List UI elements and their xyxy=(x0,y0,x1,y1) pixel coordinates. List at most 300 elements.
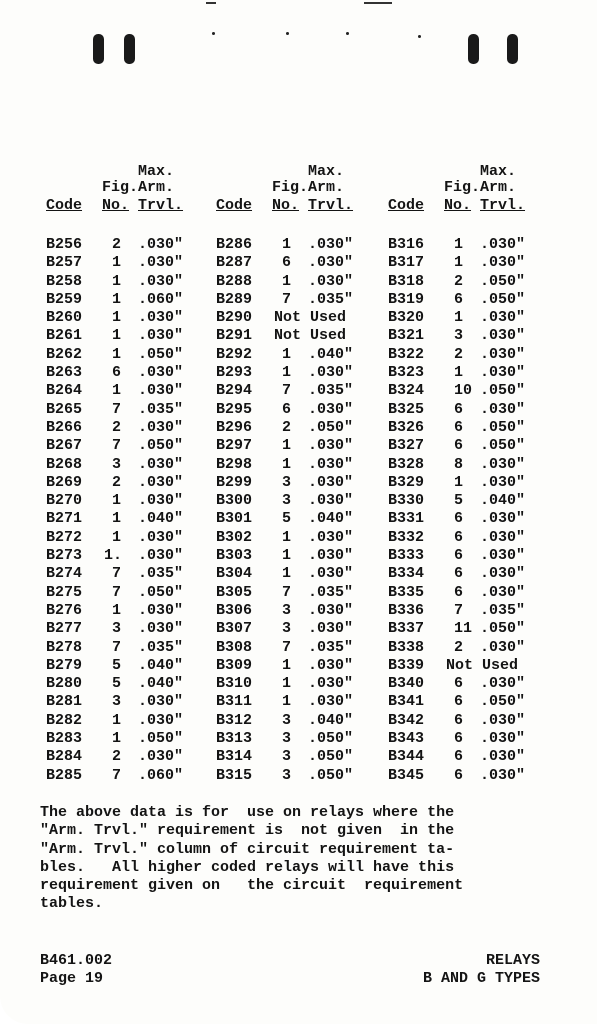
table-row xyxy=(216,565,388,583)
max-arm-travel: .050" xyxy=(480,418,526,436)
relay-code: B262 xyxy=(46,345,83,363)
table-row xyxy=(216,639,388,657)
table-row xyxy=(46,767,218,785)
max-arm-travel: .050" xyxy=(480,437,526,455)
table-row xyxy=(216,273,388,291)
relay-code: B317 xyxy=(388,254,425,272)
fig-number: 6 xyxy=(454,437,464,455)
table-row xyxy=(388,657,560,675)
max-arm-travel: .030" xyxy=(480,400,526,418)
fig-number: 5 xyxy=(112,656,122,674)
fig-number: 3 xyxy=(282,748,292,766)
table-row xyxy=(46,346,218,364)
relay-code: B303 xyxy=(216,547,253,565)
fig-label: Fig. xyxy=(272,179,309,196)
max-arm-travel: .030" xyxy=(138,748,184,766)
fig-number: 1 xyxy=(112,254,122,272)
fig-number: 1 xyxy=(112,309,122,327)
table-row xyxy=(46,620,218,638)
max-arm-travel: .030" xyxy=(308,547,354,565)
table-row xyxy=(388,254,560,272)
max-arm-travel: .030" xyxy=(138,473,184,491)
relay-code: B288 xyxy=(216,272,253,290)
fig-number: 2 xyxy=(112,748,122,766)
max-arm-travel: .050" xyxy=(480,620,526,638)
top-edge-mark xyxy=(206,2,216,4)
relay-code: B341 xyxy=(388,693,425,711)
table-row xyxy=(388,675,560,693)
relay-code: B265 xyxy=(46,400,83,418)
column-header xyxy=(388,164,560,228)
relay-code: B328 xyxy=(388,455,425,473)
max-arm-travel: .030" xyxy=(480,638,526,656)
max-arm-travel: .035" xyxy=(308,583,354,601)
fig-number: 3 xyxy=(112,620,122,638)
fig-number: 2 xyxy=(112,473,122,491)
fig-number: 1 xyxy=(112,492,122,510)
arm-label: Arm. xyxy=(138,179,175,196)
max-arm-travel: .035" xyxy=(138,638,184,656)
table-row xyxy=(46,510,218,528)
max-arm-travel: .030" xyxy=(138,327,184,345)
max-arm-travel: .030" xyxy=(138,601,184,619)
note-line: tables. xyxy=(40,895,104,913)
table-row xyxy=(216,456,388,474)
relay-code: B261 xyxy=(46,327,83,345)
max-arm-travel: .040" xyxy=(480,492,526,510)
note-line: requirement given on the circuit requirement xyxy=(40,877,464,895)
max-arm-travel: .050" xyxy=(138,437,184,455)
fig-label: Fig. xyxy=(102,179,139,196)
max-arm-travel: .030" xyxy=(480,766,526,784)
max-arm-travel: .030" xyxy=(138,272,184,290)
max-arm-travel: .050" xyxy=(308,730,354,748)
max-arm-travel: .030" xyxy=(138,364,184,382)
table-row xyxy=(388,327,560,345)
fig-number: 1 xyxy=(112,711,122,729)
table-row xyxy=(388,639,560,657)
max-arm-travel: .030" xyxy=(138,547,184,565)
max-arm-travel: .040" xyxy=(308,510,354,528)
relay-code: B313 xyxy=(216,730,253,748)
fig-number: 1 xyxy=(454,254,464,272)
not-used-note: Not Used xyxy=(274,327,347,345)
max-arm-travel: .050" xyxy=(138,345,184,363)
trvl-header: Trvl. xyxy=(308,197,354,214)
table-group-3 xyxy=(388,163,560,784)
table-row xyxy=(216,602,388,620)
table-row xyxy=(46,382,218,400)
max-arm-travel: .050" xyxy=(308,748,354,766)
relay-code: B298 xyxy=(216,455,253,473)
relay-code: B320 xyxy=(388,309,425,327)
relay-code: B293 xyxy=(216,364,253,382)
fig-number: 7 xyxy=(112,565,122,583)
binder-hole xyxy=(93,34,104,64)
not-used-note: Not Used xyxy=(274,309,347,327)
relay-code: B289 xyxy=(216,290,253,308)
max-arm-travel: .030" xyxy=(480,455,526,473)
fig-number: 7 xyxy=(454,601,464,619)
max-arm-travel: .030" xyxy=(480,748,526,766)
relay-code: B299 xyxy=(216,473,253,491)
arm-label: Arm. xyxy=(480,179,517,196)
relay-code: B258 xyxy=(46,272,83,290)
relay-code: B314 xyxy=(216,748,253,766)
max-arm-travel: .030" xyxy=(308,254,354,272)
note-line: "Arm. Trvl." column of circuit requirement ta- xyxy=(40,840,455,858)
relay-code: B307 xyxy=(216,620,253,638)
table-row xyxy=(46,456,218,474)
table-row xyxy=(388,712,560,730)
max-label: Max. xyxy=(138,163,175,180)
table-row xyxy=(46,730,218,748)
table-row xyxy=(216,547,388,565)
relay-code: B333 xyxy=(388,547,425,565)
fig-number: 1 xyxy=(282,272,292,290)
table-row xyxy=(216,364,388,382)
relay-code: B309 xyxy=(216,656,253,674)
table-row xyxy=(46,675,218,693)
table-row xyxy=(46,693,218,711)
max-arm-travel: .030" xyxy=(480,675,526,693)
relay-code: B326 xyxy=(388,418,425,436)
binder-hole xyxy=(124,34,135,64)
table-row xyxy=(46,437,218,455)
table-row xyxy=(388,767,560,785)
table-rows xyxy=(388,236,560,785)
table-row xyxy=(388,309,560,327)
relay-code: B296 xyxy=(216,418,253,436)
footer-right xyxy=(423,952,540,988)
fig-number: 1 xyxy=(282,656,292,674)
relay-code: B315 xyxy=(216,766,253,784)
max-arm-travel: .030" xyxy=(308,620,354,638)
column-header xyxy=(216,164,388,228)
max-arm-travel: .050" xyxy=(480,382,526,400)
fig-number: 1 xyxy=(282,455,292,473)
max-arm-travel: .030" xyxy=(308,492,354,510)
fig-number: 7 xyxy=(282,290,292,308)
no-header: No. xyxy=(102,197,130,214)
max-arm-travel: .030" xyxy=(138,309,184,327)
relay-code: B312 xyxy=(216,711,253,729)
relay-code: B329 xyxy=(388,473,425,491)
fig-number: 1 xyxy=(454,473,464,491)
table-row xyxy=(388,529,560,547)
relay-code: B276 xyxy=(46,601,83,619)
relay-code: B290 xyxy=(216,309,253,327)
footer-left xyxy=(40,952,112,988)
max-arm-travel: .050" xyxy=(308,418,354,436)
fig-number: 3 xyxy=(112,693,122,711)
fig-number: 1 xyxy=(112,730,122,748)
table-row xyxy=(216,401,388,419)
max-arm-travel: .050" xyxy=(138,730,184,748)
trvl-header: Trvl. xyxy=(138,197,184,214)
max-arm-travel: .030" xyxy=(138,620,184,638)
table-row xyxy=(388,492,560,510)
doc-subtitle: B AND G TYPES xyxy=(422,970,540,987)
max-arm-travel: .030" xyxy=(480,547,526,565)
fig-number: 6 xyxy=(282,254,292,272)
table-row xyxy=(388,584,560,602)
relay-code: B302 xyxy=(216,528,253,546)
fig-number: 7 xyxy=(112,400,122,418)
table-row xyxy=(46,419,218,437)
no-header: No. xyxy=(272,197,300,214)
fig-number: 1 xyxy=(282,345,292,363)
code-header: Code xyxy=(46,197,83,214)
max-arm-travel: .030" xyxy=(308,693,354,711)
max-arm-travel: .060" xyxy=(138,290,184,308)
max-arm-travel: .035" xyxy=(308,638,354,656)
relay-code: B324 xyxy=(388,382,425,400)
relay-code: B316 xyxy=(388,236,425,253)
relay-code: B300 xyxy=(216,492,253,510)
table-row xyxy=(216,419,388,437)
max-arm-travel: .030" xyxy=(308,272,354,290)
relay-code: B267 xyxy=(46,437,83,455)
fig-number: 7 xyxy=(112,638,122,656)
table-row xyxy=(216,529,388,547)
max-arm-travel: .035" xyxy=(138,400,184,418)
relay-code: B266 xyxy=(46,418,83,436)
binder-hole xyxy=(468,34,479,64)
max-arm-travel: .030" xyxy=(308,473,354,491)
note-line: "Arm. Trvl." requirement is not given in the xyxy=(40,822,455,840)
relay-code: B285 xyxy=(46,766,83,784)
relay-code: B340 xyxy=(388,675,425,693)
relay-code: B283 xyxy=(46,730,83,748)
max-arm-travel: .030" xyxy=(480,730,526,748)
max-arm-travel: .060" xyxy=(138,766,184,784)
table-row xyxy=(46,602,218,620)
table-row xyxy=(388,730,560,748)
fig-number: 6 xyxy=(454,547,464,565)
relay-code: B282 xyxy=(46,711,83,729)
table-row xyxy=(388,620,560,638)
relay-code: B343 xyxy=(388,730,425,748)
table-row xyxy=(46,273,218,291)
max-label: Max. xyxy=(480,163,517,180)
fig-number: 6 xyxy=(454,290,464,308)
table-row xyxy=(216,675,388,693)
table-row xyxy=(388,236,560,254)
not-used-note: Not Used xyxy=(446,656,519,674)
fig-number: 2 xyxy=(112,236,122,253)
max-arm-travel: .030" xyxy=(480,510,526,528)
fig-number: 1 xyxy=(112,528,122,546)
relay-code: B273 xyxy=(46,547,83,565)
max-arm-travel: .050" xyxy=(138,583,184,601)
max-arm-travel: .030" xyxy=(138,492,184,510)
fig-number: 6 xyxy=(454,565,464,583)
relay-code: B284 xyxy=(46,748,83,766)
relay-code: B291 xyxy=(216,327,253,345)
relay-code: B339 xyxy=(388,656,425,674)
table-row xyxy=(388,382,560,400)
max-arm-travel: .030" xyxy=(138,455,184,473)
fig-number: 1 xyxy=(112,510,122,528)
table-row xyxy=(46,584,218,602)
max-label: Max. xyxy=(308,163,345,180)
fig-number: 1 xyxy=(282,547,292,565)
fig-number: 2 xyxy=(112,418,122,436)
relay-code: B287 xyxy=(216,254,253,272)
fig-number: 1 xyxy=(112,290,122,308)
code-header: Code xyxy=(216,197,253,214)
table-row xyxy=(216,346,388,364)
table-row xyxy=(46,748,218,766)
relay-code: B345 xyxy=(388,766,425,784)
explanatory-note xyxy=(40,804,542,914)
fig-number: 1 xyxy=(112,601,122,619)
fig-number: 5 xyxy=(454,492,464,510)
table-row xyxy=(388,748,560,766)
fig-number: 7 xyxy=(112,583,122,601)
relay-code: B304 xyxy=(216,565,253,583)
relay-code: B268 xyxy=(46,455,83,473)
max-arm-travel: .030" xyxy=(138,418,184,436)
table-row xyxy=(46,492,218,510)
table-row xyxy=(216,693,388,711)
relay-code: B295 xyxy=(216,400,253,418)
max-arm-travel: .030" xyxy=(480,254,526,272)
fig-number: 1. xyxy=(104,547,123,565)
max-arm-travel: .030" xyxy=(480,309,526,327)
relay-code: B278 xyxy=(46,638,83,656)
fig-number: 10 xyxy=(453,382,472,400)
relay-code: B323 xyxy=(388,364,425,382)
table-row xyxy=(388,547,560,565)
table-row xyxy=(46,401,218,419)
max-arm-travel: .035" xyxy=(138,565,184,583)
max-arm-travel: .030" xyxy=(480,565,526,583)
table-row xyxy=(388,364,560,382)
relay-code: B277 xyxy=(46,620,83,638)
fig-number: 1 xyxy=(454,309,464,327)
fig-number: 11 xyxy=(453,620,472,638)
binder-holes xyxy=(0,34,597,70)
max-arm-travel: .030" xyxy=(480,711,526,729)
relay-code: B306 xyxy=(216,601,253,619)
note-line: bles. All higher coded relays will have this xyxy=(40,858,455,876)
relay-code: B272 xyxy=(46,528,83,546)
fig-number: 6 xyxy=(454,418,464,436)
max-arm-travel: .030" xyxy=(480,473,526,491)
table-row xyxy=(46,291,218,309)
max-arm-travel: .030" xyxy=(138,254,184,272)
table-row xyxy=(388,346,560,364)
relay-code: B257 xyxy=(46,254,83,272)
relay-code: B332 xyxy=(388,528,425,546)
table-row xyxy=(216,510,388,528)
relay-code: B336 xyxy=(388,601,425,619)
relay-code: B344 xyxy=(388,748,425,766)
code-header: Code xyxy=(388,197,425,214)
fig-number: 3 xyxy=(282,766,292,784)
fig-number: 2 xyxy=(454,345,464,363)
fig-number: 1 xyxy=(282,528,292,546)
doc-title: RELAYS xyxy=(485,952,540,969)
max-arm-travel: .030" xyxy=(480,345,526,363)
relay-code: B327 xyxy=(388,437,425,455)
table-row xyxy=(216,474,388,492)
relay-code: B311 xyxy=(216,693,253,711)
relay-code: B294 xyxy=(216,382,253,400)
table-group-1 xyxy=(46,163,218,784)
relay-code: B342 xyxy=(388,711,425,729)
relay-code: B286 xyxy=(216,236,253,253)
table-row xyxy=(388,602,560,620)
fig-number: 6 xyxy=(454,510,464,528)
table-row xyxy=(46,474,218,492)
table-row xyxy=(46,254,218,272)
table-row xyxy=(216,657,388,675)
fig-number: 1 xyxy=(112,382,122,400)
relay-code: B281 xyxy=(46,693,83,711)
relay-code: B256 xyxy=(46,236,83,253)
table-row xyxy=(216,767,388,785)
trvl-header: Trvl. xyxy=(480,197,526,214)
relay-code: B297 xyxy=(216,437,253,455)
max-arm-travel: .040" xyxy=(308,345,354,363)
table-row xyxy=(216,620,388,638)
relay-code: B280 xyxy=(46,675,83,693)
max-arm-travel: .030" xyxy=(308,236,354,253)
fig-number: 3 xyxy=(282,711,292,729)
relay-code: B325 xyxy=(388,400,425,418)
table-row xyxy=(216,309,388,327)
relay-code: B321 xyxy=(388,327,425,345)
arm-label: Arm. xyxy=(308,179,345,196)
fig-number: 6 xyxy=(454,693,464,711)
fig-number: 1 xyxy=(112,327,122,345)
relay-code: B260 xyxy=(46,309,83,327)
max-arm-travel: .050" xyxy=(480,272,526,290)
doc-number: B461.002 xyxy=(40,952,113,969)
fig-number: 1 xyxy=(282,236,292,253)
fig-number: 1 xyxy=(282,565,292,583)
fig-number: 6 xyxy=(454,766,464,784)
relay-code: B335 xyxy=(388,583,425,601)
max-arm-travel: .030" xyxy=(480,364,526,382)
fig-number: 6 xyxy=(454,583,464,601)
table-row xyxy=(46,327,218,345)
fig-number: 1 xyxy=(112,345,122,363)
relay-code: B279 xyxy=(46,656,83,674)
table-row xyxy=(216,748,388,766)
table-row xyxy=(46,529,218,547)
table-row xyxy=(216,730,388,748)
relay-code: B263 xyxy=(46,364,83,382)
table-row xyxy=(46,657,218,675)
max-arm-travel: .030" xyxy=(480,528,526,546)
fig-number: 7 xyxy=(112,766,122,784)
max-arm-travel: .050" xyxy=(308,766,354,784)
relay-code: B275 xyxy=(46,583,83,601)
table-row xyxy=(46,547,218,565)
max-arm-travel: .030" xyxy=(308,364,354,382)
max-arm-travel: .030" xyxy=(308,437,354,455)
relay-code: B305 xyxy=(216,583,253,601)
max-arm-travel: .030" xyxy=(138,236,184,253)
note-line: The above data is for use on relays where the xyxy=(40,804,455,821)
fig-number: 3 xyxy=(454,327,464,345)
max-arm-travel: .030" xyxy=(308,400,354,418)
max-arm-travel: .030" xyxy=(308,656,354,674)
